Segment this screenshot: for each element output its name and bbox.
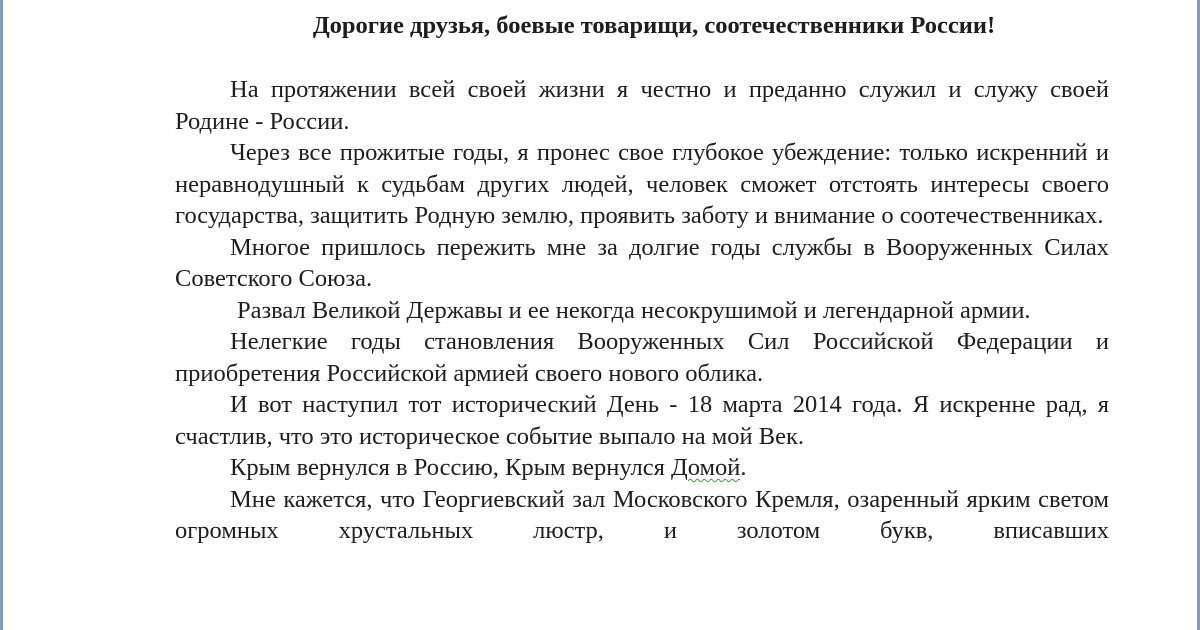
document-page[interactable]	[3, 0, 1197, 630]
paragraph-2: Через все прожитые годы, я пронес свое глубокое убеждение: только искренний и неравнодушный к судьбам других людей, человек сможет отстоять интересы своего государства, защитить Родную землю, проявить заботу и внимание о соотечественниках.	[175, 139, 1109, 229]
paragraph-7	[175, 452, 1109, 484]
paragraph-3: Многое пришлось пережить мне за долгие годы службы в Вооруженных Силах Советского Союза.	[175, 233, 1109, 292]
paragraph-7-text: Крым вернулся в Россию, Крым вернулся	[230, 454, 665, 481]
paragraph-5: Нелегкие годы становления Вооруженных Сил Российской Федерации и приобретения Российской армией своего нового облика.	[175, 328, 1109, 387]
paragraph-7-end: .	[740, 454, 747, 481]
paragraph-1: На протяжении всей своей жизни я честно и преданно служил и служу своей Родине - России.	[175, 76, 1109, 135]
paragraph-6: И вот наступил тот исторический День - 18 марта 2014 года. Я искренне рад, я счастлив, что это историческое событие выпало на мой Век.	[175, 391, 1109, 450]
document-body[interactable]	[175, 6, 1109, 547]
spellcheck-flagged-word[interactable]: Домой	[671, 454, 741, 481]
document-heading: Дорогие друзья, боевые товарищи, соотечественники России!	[312, 12, 996, 39]
paragraph-4: Развал Великой Державы и ее некогда несокрушимой и легендарной армии.	[237, 296, 1031, 324]
paragraph-8: Мне кажется, что Георгиевский зал Московского Кремля, озаренный ярким светом огромных хрустальных люстр, и золотом букв, вписавших	[175, 485, 1109, 544]
